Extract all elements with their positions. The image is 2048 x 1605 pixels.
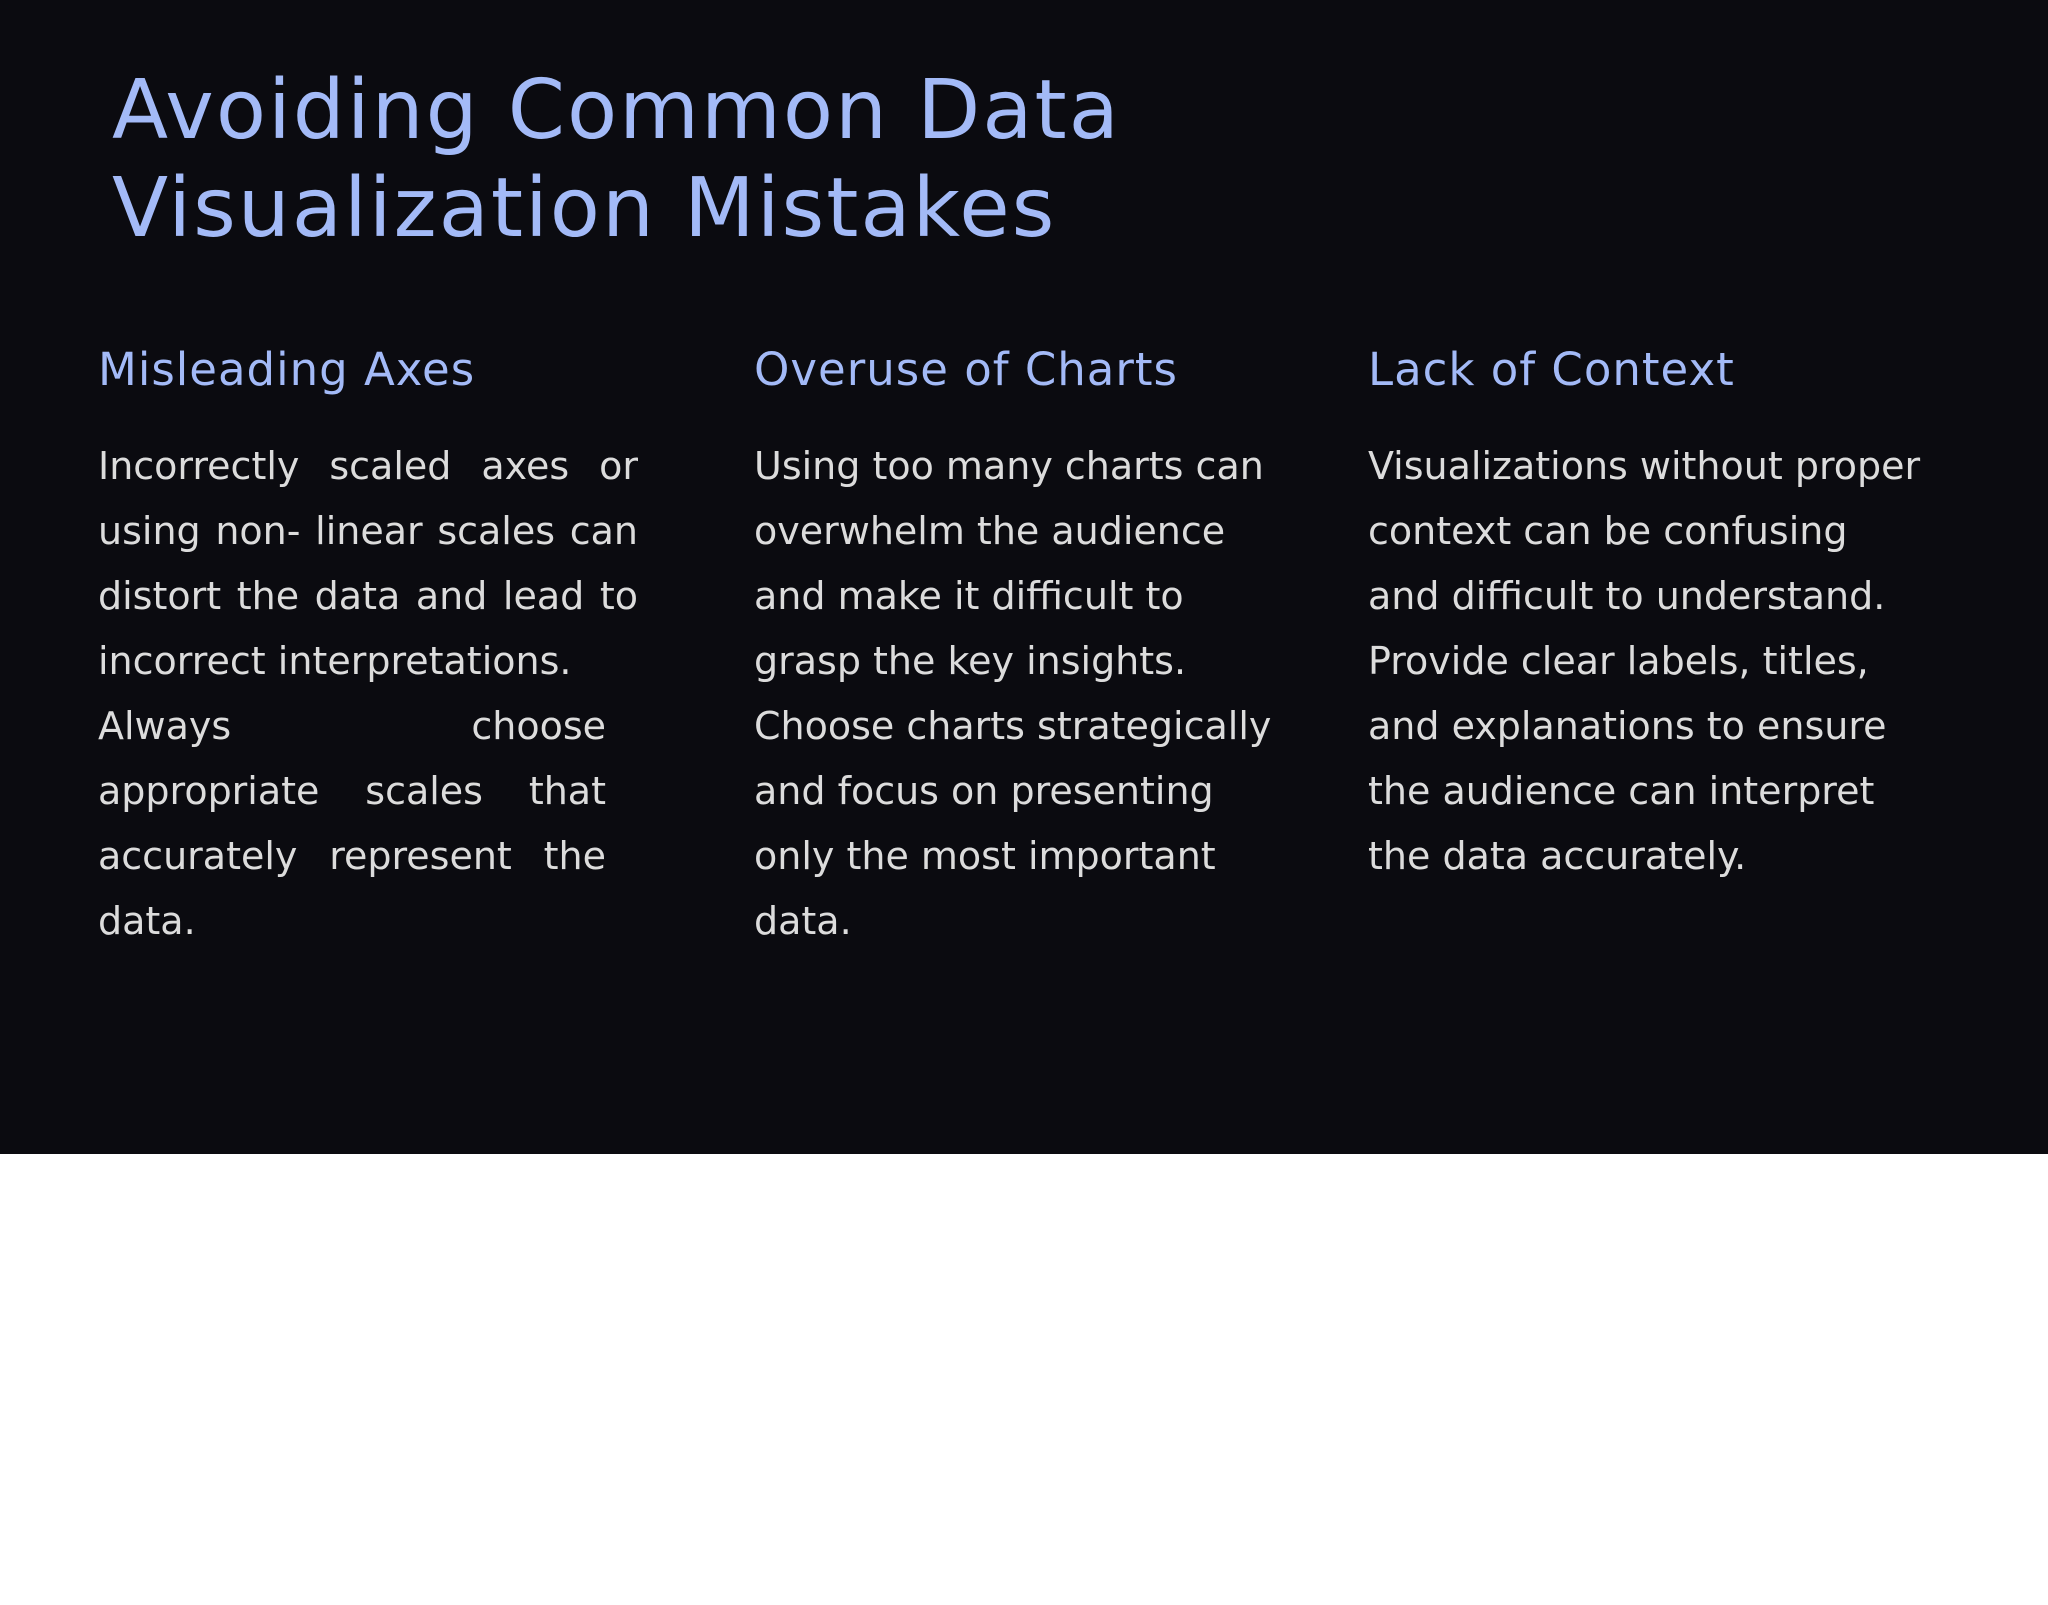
column-body-paragraph: Incorrectly scaled axes or using non- linear scales can distort the data and lead to incorrect interpretations. (98, 444, 638, 683)
column-lack-of-context (1368, 340, 1928, 889)
column-heading: Misleading Axes (98, 343, 476, 396)
column-body: Using too many charts can overwhelm the audience and make it difficult to grasp the key insights. Choose charts strategically and focus on presenting only the most important data. (754, 444, 1272, 943)
column-heading: Lack of Context (1368, 343, 1735, 396)
slide-title: Avoiding Common Data Visualization Mistakes (112, 63, 1121, 256)
column-heading: Overuse of Charts (754, 343, 1178, 396)
column-misleading-axes (98, 340, 638, 954)
column-body-paragraph: Always choose appropriate scales that accurately represent the data. (98, 704, 606, 943)
column-body: Visualizations without proper context can be confusing and difficult to understand. Provide clear labels, titles, and explanations to ensure the audience can interpret the data accurately. (1368, 444, 1921, 878)
column-overuse-of-charts (754, 340, 1294, 954)
column-body (98, 434, 638, 954)
